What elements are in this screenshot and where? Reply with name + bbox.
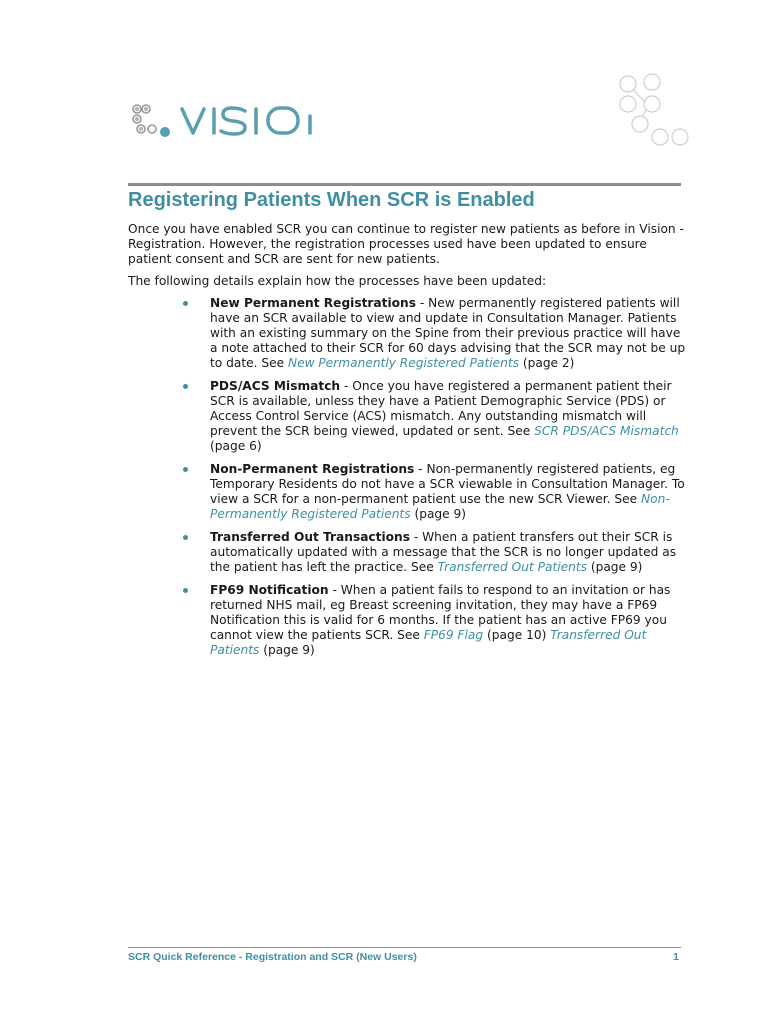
item-heading: Transferred Out Transactions xyxy=(210,530,410,544)
item-page-ref: (page 2) xyxy=(518,356,575,370)
page-number: 1 xyxy=(673,951,679,963)
item-text: - When a patient fails to respond to an invitation or has returned NHS mail, eg Breast screening invitation, they may have a FP69 Notification this is valid for 6 months. If the patient has an active FP69 you cannot view the patients SCR. See xyxy=(210,583,671,642)
item-text: - New permanently registered patients will have an SCR available to view and update in Consultation Manager. Patients with an existing summary on the Spine from their previous practice will have a note attached to their SCR for 60 days advising that the SCR may not be up to date. See xyxy=(210,296,686,370)
list-item xyxy=(128,379,688,454)
lead-paragraph: The following details explain how the processes have been updated: xyxy=(128,274,547,288)
page-title: Registering Patients When SCR is Enabled xyxy=(128,189,535,211)
list-item xyxy=(128,296,688,371)
item-page-ref: (page 9) xyxy=(259,643,315,657)
item-page-ref: (page 9) xyxy=(410,507,467,521)
item-heading: Non-Permanent Registrations xyxy=(210,462,415,476)
intro-paragraph: Once you have enabled SCR you can continue to register new patients as before in Vision - Registration. However, the registration processes used have been updated to ensure patient consent and SCR are sent for new patients. xyxy=(128,222,684,266)
decorative-dots-icon xyxy=(610,72,700,152)
vision-logo xyxy=(130,96,360,144)
bullet-icon xyxy=(183,467,188,472)
item-text: - When a patient transfers out their SCR is automatically updated with a message that the SCR is no longer updated as the patient has left the practice. See xyxy=(210,530,677,574)
document-body xyxy=(128,222,688,666)
link-transferred-out-patients[interactable]: Transferred Out Patients xyxy=(437,560,587,574)
link-transferred-out-patients-2[interactable]: Transferred Out Patients xyxy=(210,628,647,657)
item-heading: New Permanent Registrations xyxy=(210,296,416,310)
list-item xyxy=(128,462,688,522)
item-text: - Once you have registered a permanent patient their SCR is available, unless they have a Patient Demographic Service (PDS) or Access Control Service (ACS) mismatch. Any outstanding mismatch will prevent the SCR being viewed, updated or sent. See xyxy=(210,379,672,438)
footer-title: SCR Quick Reference - Registration and SCR (New Users) xyxy=(128,951,417,963)
bullet-icon xyxy=(183,384,188,389)
item-text: - Non-permanently registered patients, eg Temporary Residents do not have a SCR viewable in Consultation Manager. To view a SCR for a non-permanent patient use the new SCR Viewer. See xyxy=(210,462,685,506)
bullet-icon xyxy=(183,588,188,593)
link-fp69-flag[interactable]: FP69 Flag xyxy=(423,628,484,642)
item-page-ref: (page 6) xyxy=(210,439,262,453)
update-list xyxy=(128,296,688,658)
link-new-permanently-registered[interactable]: New Permanently Registered Patients xyxy=(287,356,519,370)
link-non-permanently-registered[interactable]: Non-Permanently Registered Patients xyxy=(210,492,670,521)
item-heading: PDS/ACS Mismatch xyxy=(210,379,341,393)
list-item xyxy=(128,530,688,575)
item-page-ref: (page 9) xyxy=(586,560,643,574)
header-rule xyxy=(128,183,681,186)
link-scr-pds-acs-mismatch[interactable]: SCR PDS/ACS Mismatch xyxy=(534,424,679,438)
list-item xyxy=(128,583,688,658)
bullet-icon xyxy=(183,301,188,306)
bullet-icon xyxy=(183,535,188,540)
item-heading: FP69 Notification xyxy=(210,583,329,597)
footer-rule xyxy=(128,947,681,948)
item-page-ref: (page 10) xyxy=(483,628,551,642)
